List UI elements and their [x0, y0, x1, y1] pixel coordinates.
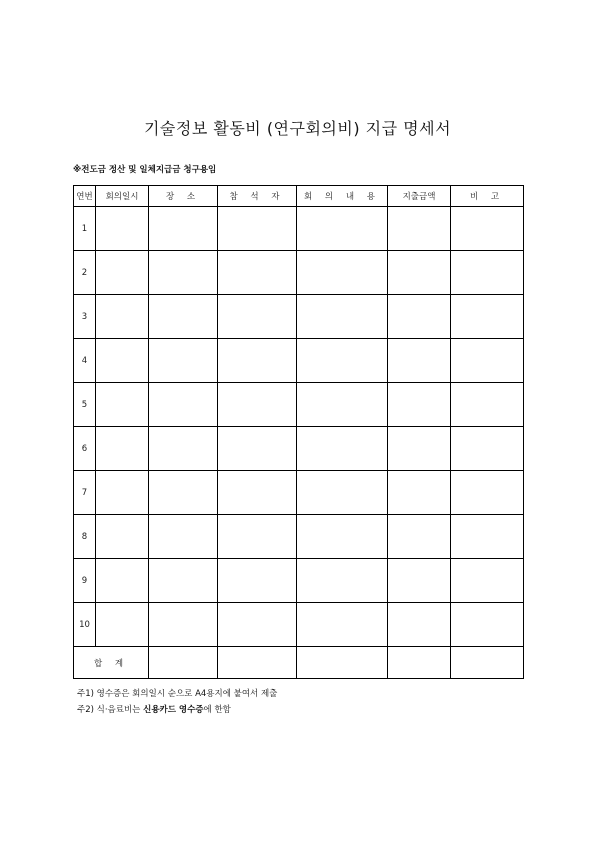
row-number: 2 [74, 251, 96, 295]
cell-content[interactable] [297, 339, 388, 383]
cell-remarks[interactable] [451, 383, 524, 427]
table-row [74, 339, 524, 383]
total-label: 합 계 [74, 647, 149, 679]
cell-date[interactable] [96, 471, 149, 515]
footnote-2 [77, 702, 277, 718]
cell-date[interactable] [96, 339, 149, 383]
cell-date[interactable] [96, 515, 149, 559]
total-content[interactable] [297, 647, 388, 679]
table-header-row [74, 186, 524, 207]
header-serial: 연번 [74, 186, 96, 207]
table-row [74, 559, 524, 603]
document-subtitle: ※전도금 정산 및 일체지급금 청구용임 [73, 165, 217, 175]
total-amount[interactable] [388, 647, 451, 679]
cell-place[interactable] [149, 251, 218, 295]
cell-place[interactable] [149, 383, 218, 427]
cell-date[interactable] [96, 295, 149, 339]
total-attendees[interactable] [218, 647, 297, 679]
table-row [74, 427, 524, 471]
cell-remarks[interactable] [451, 603, 524, 647]
cell-place[interactable] [149, 471, 218, 515]
cell-remarks[interactable] [451, 207, 524, 251]
expense-table [73, 185, 524, 679]
row-number: 4 [74, 339, 96, 383]
cell-attendees[interactable] [218, 427, 297, 471]
cell-remarks[interactable] [451, 427, 524, 471]
cell-attendees[interactable] [218, 383, 297, 427]
row-number: 10 [74, 603, 96, 647]
header-place: 장 소 [149, 186, 218, 207]
document-title: 기술정보 활동비 (연구회의비) 지급 명세서 [143, 119, 452, 138]
cell-date[interactable] [96, 603, 149, 647]
footnote-2-suffix: 에 한함 [203, 705, 231, 715]
cell-attendees[interactable] [218, 559, 297, 603]
cell-amount[interactable] [388, 603, 451, 647]
cell-amount[interactable] [388, 515, 451, 559]
header-amount: 지출금액 [388, 186, 451, 207]
cell-content[interactable] [297, 515, 388, 559]
header-attendees: 참 석 자 [218, 186, 297, 207]
table-row [74, 515, 524, 559]
cell-content[interactable] [297, 559, 388, 603]
cell-remarks[interactable] [451, 339, 524, 383]
cell-content[interactable] [297, 471, 388, 515]
cell-place[interactable] [149, 295, 218, 339]
cell-date[interactable] [96, 427, 149, 471]
table-row [74, 251, 524, 295]
cell-amount[interactable] [388, 427, 451, 471]
cell-date[interactable] [96, 383, 149, 427]
cell-remarks[interactable] [451, 251, 524, 295]
row-number: 1 [74, 207, 96, 251]
cell-remarks[interactable] [451, 559, 524, 603]
table-row [74, 383, 524, 427]
table-row [74, 295, 524, 339]
header-meeting-date: 회의일시 [96, 186, 149, 207]
footnote-2-emphasis: 신용카드 영수증 [143, 705, 204, 715]
cell-remarks[interactable] [451, 295, 524, 339]
cell-content[interactable] [297, 251, 388, 295]
cell-amount[interactable] [388, 383, 451, 427]
cell-attendees[interactable] [218, 207, 297, 251]
cell-attendees[interactable] [218, 471, 297, 515]
cell-place[interactable] [149, 603, 218, 647]
cell-content[interactable] [297, 207, 388, 251]
cell-date[interactable] [96, 251, 149, 295]
cell-remarks[interactable] [451, 515, 524, 559]
footnote-2-prefix: 주2) 식·음료비는 [77, 705, 144, 715]
row-number: 5 [74, 383, 96, 427]
cell-place[interactable] [149, 339, 218, 383]
total-place[interactable] [149, 647, 218, 679]
cell-attendees[interactable] [218, 339, 297, 383]
cell-place[interactable] [149, 427, 218, 471]
cell-remarks[interactable] [451, 471, 524, 515]
cell-content[interactable] [297, 427, 388, 471]
cell-date[interactable] [96, 559, 149, 603]
cell-attendees[interactable] [218, 295, 297, 339]
row-number: 7 [74, 471, 96, 515]
row-number: 6 [74, 427, 96, 471]
cell-amount[interactable] [388, 207, 451, 251]
cell-amount[interactable] [388, 251, 451, 295]
header-meeting-content: 회 의 내 용 [297, 186, 388, 207]
footnotes [77, 686, 277, 718]
table-row [74, 471, 524, 515]
total-row [74, 647, 524, 679]
cell-attendees[interactable] [218, 515, 297, 559]
cell-place[interactable] [149, 559, 218, 603]
cell-place[interactable] [149, 515, 218, 559]
row-number: 3 [74, 295, 96, 339]
table-row [74, 603, 524, 647]
cell-place[interactable] [149, 207, 218, 251]
row-number: 8 [74, 515, 96, 559]
cell-content[interactable] [297, 295, 388, 339]
footnote-1: 주1) 영수증은 회의일시 순으로 A4용지에 붙여서 제출 [77, 689, 278, 699]
cell-amount[interactable] [388, 559, 451, 603]
cell-amount[interactable] [388, 295, 451, 339]
header-remarks: 비 고 [451, 186, 524, 207]
cell-amount[interactable] [388, 339, 451, 383]
cell-date[interactable] [96, 207, 149, 251]
cell-content[interactable] [297, 603, 388, 647]
row-number: 9 [74, 559, 96, 603]
table-row [74, 207, 524, 251]
cell-attendees[interactable] [218, 251, 297, 295]
total-remarks[interactable] [451, 647, 524, 679]
cell-attendees[interactable] [218, 603, 297, 647]
cell-content[interactable] [297, 383, 388, 427]
cell-amount[interactable] [388, 471, 451, 515]
